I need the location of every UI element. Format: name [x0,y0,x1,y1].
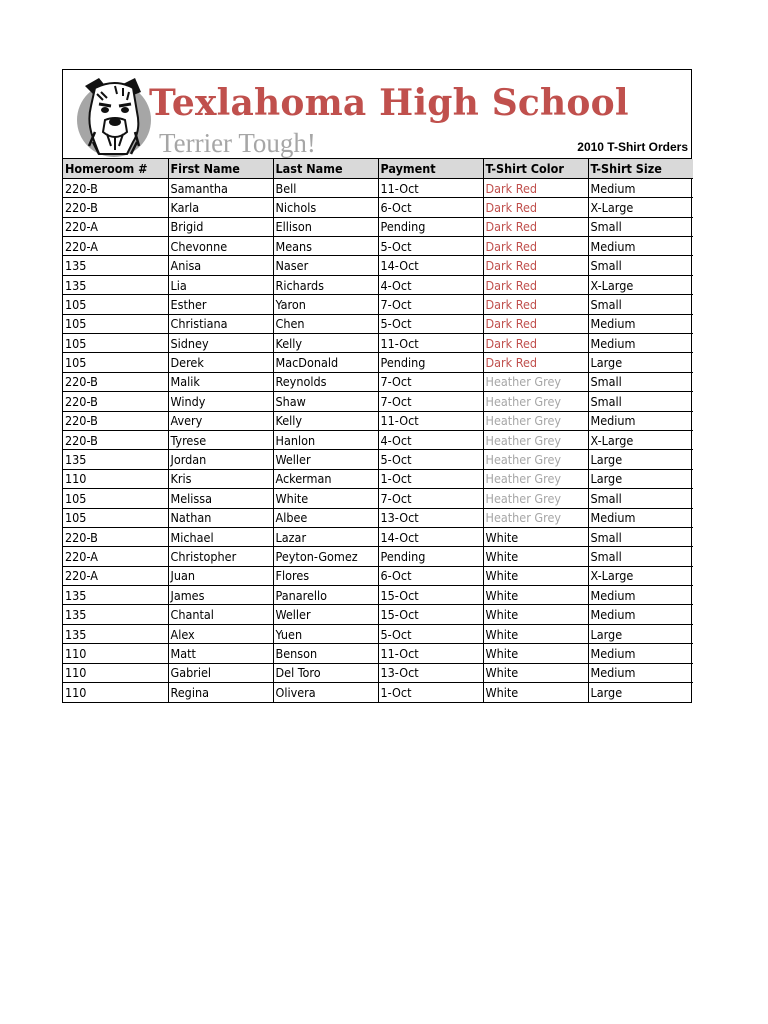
cell-first-name[interactable]: Derek [168,353,273,372]
tshirt-orders-sheet [62,69,692,703]
cell-tshirt-size[interactable]: Medium [588,334,693,353]
cell-first-name[interactable]: Chevonne [168,237,273,256]
cell-tshirt-color[interactable]: Heather Grey [483,430,588,449]
cell-last-name[interactable]: Naser [273,256,378,275]
cell-last-name[interactable]: MacDonald [273,353,378,372]
cell-payment[interactable]: 14-Oct [378,527,483,546]
cell-tshirt-size[interactable]: Small [588,295,693,314]
cell-tshirt-size[interactable]: Medium [588,178,693,197]
cell-last-name[interactable]: Bell [273,178,378,197]
cell-homeroom[interactable]: 220-B [63,411,168,430]
cell-payment[interactable]: 15-Oct [378,605,483,624]
cell-tshirt-color[interactable]: Heather Grey [483,372,588,391]
cell-payment[interactable]: 6-Oct [378,566,483,585]
table-row [63,178,693,197]
cell-tshirt-size[interactable]: Small [588,392,693,411]
orders-title: 2010 T-Shirt Orders [577,140,688,154]
table-body [63,178,693,702]
cell-homeroom[interactable]: 220-B [63,430,168,449]
cell-first-name[interactable]: Christiana [168,314,273,333]
table-row [63,275,693,294]
cell-tshirt-size[interactable]: Medium [588,644,693,663]
cell-payment[interactable]: 5-Oct [378,450,483,469]
cell-tshirt-color[interactable]: White [483,624,588,643]
cell-tshirt-size[interactable]: Small [588,372,693,391]
cell-payment[interactable]: 7-Oct [378,392,483,411]
cell-homeroom[interactable]: 105 [63,334,168,353]
column-header-payment[interactable]: Payment [378,159,483,178]
cell-tshirt-size[interactable]: Large [588,450,693,469]
cell-last-name[interactable]: Benson [273,644,378,663]
table-row [63,489,693,508]
school-name: Texlahoma High School [149,82,629,124]
cell-last-name[interactable]: Yuen [273,624,378,643]
cell-last-name[interactable]: Means [273,237,378,256]
cell-tshirt-color[interactable]: White [483,663,588,682]
cell-first-name[interactable]: Brigid [168,217,273,236]
cell-payment[interactable]: 1-Oct [378,469,483,488]
table-row [63,527,693,546]
cell-tshirt-color[interactable]: White [483,605,588,624]
cell-payment[interactable]: 11-Oct [378,334,483,353]
cell-homeroom[interactable]: 220-A [63,237,168,256]
cell-homeroom[interactable]: 105 [63,314,168,333]
cell-payment[interactable]: 6-Oct [378,198,483,217]
cell-tshirt-color[interactable]: Dark Red [483,256,588,275]
cell-homeroom[interactable]: 110 [63,663,168,682]
cell-payment[interactable]: 7-Oct [378,372,483,391]
cell-last-name[interactable]: Kelly [273,334,378,353]
column-header-homeroom[interactable]: Homeroom # [63,159,168,178]
cell-payment[interactable]: 7-Oct [378,489,483,508]
cell-last-name[interactable]: Ackerman [273,469,378,488]
cell-tshirt-color[interactable]: White [483,586,588,605]
cell-first-name[interactable]: Juan [168,566,273,585]
cell-homeroom[interactable]: 220-B [63,178,168,197]
cell-payment[interactable]: 15-Oct [378,586,483,605]
cell-last-name[interactable]: Ellison [273,217,378,236]
cell-tshirt-color[interactable]: White [483,566,588,585]
cell-payment[interactable]: 5-Oct [378,314,483,333]
cell-homeroom[interactable]: 110 [63,644,168,663]
table-row [63,624,693,643]
cell-first-name[interactable]: Chantal [168,605,273,624]
table-row [63,450,693,469]
cell-first-name[interactable]: Jordan [168,450,273,469]
cell-tshirt-color[interactable]: Dark Red [483,178,588,197]
cell-homeroom[interactable]: 135 [63,275,168,294]
cell-homeroom[interactable]: 105 [63,353,168,372]
cell-homeroom[interactable]: 135 [63,586,168,605]
cell-tshirt-size[interactable]: Small [588,547,693,566]
table-row [63,430,693,449]
table-row [63,295,693,314]
cell-payment[interactable]: Pending [378,217,483,236]
column-header-tshirt-color[interactable]: T-Shirt Color [483,159,588,178]
cell-tshirt-size[interactable]: X-Large [588,198,693,217]
cell-tshirt-size[interactable]: Small [588,489,693,508]
cell-tshirt-color[interactable]: Heather Grey [483,469,588,488]
table-row [63,586,693,605]
cell-tshirt-color[interactable]: White [483,547,588,566]
cell-last-name[interactable]: Weller [273,450,378,469]
table-row [63,508,693,527]
cell-tshirt-size[interactable]: X-Large [588,430,693,449]
cell-homeroom[interactable]: 220-A [63,566,168,585]
cell-first-name[interactable]: Samantha [168,178,273,197]
cell-payment[interactable]: 7-Oct [378,295,483,314]
table-header-row [63,159,693,178]
cell-homeroom[interactable]: 135 [63,624,168,643]
cell-tshirt-color[interactable]: White [483,644,588,663]
cell-first-name[interactable]: Avery [168,411,273,430]
cell-homeroom[interactable]: 105 [63,508,168,527]
cell-last-name[interactable]: Panarello [273,586,378,605]
cell-homeroom[interactable]: 220-A [63,547,168,566]
cell-tshirt-size[interactable]: Medium [588,411,693,430]
cell-tshirt-color[interactable]: Dark Red [483,198,588,217]
cell-tshirt-color[interactable]: Dark Red [483,334,588,353]
cell-tshirt-color[interactable]: Heather Grey [483,450,588,469]
table-row [63,372,693,391]
cell-homeroom[interactable]: 135 [63,256,168,275]
table-row [63,314,693,333]
table-row [63,566,693,585]
cell-last-name[interactable]: Lazar [273,527,378,546]
cell-payment[interactable]: 14-Oct [378,256,483,275]
cell-first-name[interactable]: Matt [168,644,273,663]
cell-homeroom[interactable]: 105 [63,489,168,508]
table-row [63,392,693,411]
cell-tshirt-color[interactable]: Dark Red [483,314,588,333]
cell-tshirt-color[interactable]: Dark Red [483,217,588,236]
cell-first-name[interactable]: Malik [168,372,273,391]
cell-first-name[interactable]: Kris [168,469,273,488]
cell-tshirt-size[interactable]: Large [588,353,693,372]
cell-tshirt-color[interactable]: Heather Grey [483,508,588,527]
table-row [63,547,693,566]
cell-tshirt-color[interactable]: Dark Red [483,353,588,372]
cell-tshirt-size[interactable]: Large [588,469,693,488]
cell-tshirt-size[interactable]: Medium [588,508,693,527]
cell-payment[interactable]: 11-Oct [378,644,483,663]
cell-payment[interactable]: 4-Oct [378,275,483,294]
cell-first-name[interactable]: Esther [168,295,273,314]
cell-last-name[interactable]: Kelly [273,411,378,430]
cell-first-name[interactable]: James [168,586,273,605]
cell-tshirt-color[interactable]: Dark Red [483,237,588,256]
cell-tshirt-size[interactable]: Medium [588,586,693,605]
cell-tshirt-size[interactable]: Medium [588,237,693,256]
cell-last-name[interactable]: Chen [273,314,378,333]
cell-first-name[interactable]: Anisa [168,256,273,275]
cell-tshirt-size[interactable]: Large [588,624,693,643]
cell-homeroom[interactable]: 135 [63,450,168,469]
table-row [63,353,693,372]
cell-first-name[interactable]: Regina [168,683,273,702]
cell-last-name[interactable]: Richards [273,275,378,294]
cell-first-name[interactable]: Christopher [168,547,273,566]
cell-first-name[interactable]: Windy [168,392,273,411]
table-row [63,644,693,663]
cell-homeroom[interactable]: 220-B [63,527,168,546]
cell-homeroom[interactable]: 220-B [63,392,168,411]
cell-first-name[interactable]: Karla [168,198,273,217]
cell-last-name[interactable]: Nichols [273,198,378,217]
cell-tshirt-color[interactable]: Heather Grey [483,411,588,430]
cell-first-name[interactable]: Melissa [168,489,273,508]
cell-tshirt-color[interactable]: White [483,683,588,702]
terrier-dog-logo-icon [71,72,157,158]
cell-first-name[interactable]: Lia [168,275,273,294]
cell-first-name[interactable]: Sidney [168,334,273,353]
cell-last-name[interactable]: Hanlon [273,430,378,449]
cell-tshirt-size[interactable]: X-Large [588,275,693,294]
cell-payment[interactable]: Pending [378,353,483,372]
cell-tshirt-color[interactable]: Dark Red [483,295,588,314]
table-row [63,217,693,236]
cell-payment[interactable]: Pending [378,547,483,566]
cell-last-name[interactable]: Del Toro [273,663,378,682]
cell-homeroom[interactable]: 110 [63,469,168,488]
cell-tshirt-color[interactable]: Dark Red [483,275,588,294]
table-row [63,198,693,217]
cell-tshirt-size[interactable]: Large [590,684,623,700]
orders-table [63,159,693,702]
cell-tshirt-color[interactable]: White [483,527,588,546]
cell-tshirt-color[interactable]: Heather Grey [483,489,588,508]
cell-last-name[interactable]: White [273,489,378,508]
cell-last-name[interactable]: Olivera [273,683,378,702]
cell-payment[interactable]: 5-Oct [378,624,483,643]
cell-homeroom[interactable]: 135 [63,605,168,624]
cell-first-name[interactable]: Tyrese [168,430,273,449]
cell-homeroom[interactable]: 105 [63,295,168,314]
cell-payment[interactable]: 1-Oct [378,683,483,702]
table-row [63,334,693,353]
cell-first-name[interactable]: Gabriel [168,663,273,682]
cell-last-name[interactable]: Albee [273,508,378,527]
table-row [63,663,693,682]
cell-homeroom[interactable]: 220-B [63,198,168,217]
cell-tshirt-size[interactable]: Small [588,527,693,546]
cell-payment[interactable]: 5-Oct [378,237,483,256]
banner [63,70,691,159]
cell-homeroom[interactable]: 220-B [63,372,168,391]
cell-tshirt-size[interactable]: Medium [588,605,693,624]
cell-first-name[interactable]: Michael [168,527,273,546]
table-row [63,605,693,624]
cell-tshirt-size[interactable]: Medium [588,314,693,333]
cell-homeroom[interactable]: 220-A [63,217,168,236]
cell-last-name[interactable]: Flores [273,566,378,585]
table-row [63,469,693,488]
cell-tshirt-color[interactable]: Heather Grey [483,392,588,411]
cell-first-name[interactable]: Nathan [168,508,273,527]
cell-last-name[interactable]: Peyton-Gomez [273,547,378,566]
column-header-first-name[interactable]: First Name [168,159,273,178]
table-row [63,237,693,256]
cell-homeroom[interactable]: 110 [63,683,168,702]
cell-payment[interactable]: 13-Oct [378,663,483,682]
column-header-last-name[interactable]: Last Name [273,159,378,178]
cell-last-name[interactable]: Yaron [273,295,378,314]
school-tagline: Terrier Tough! [159,128,316,158]
cell-payment[interactable]: 4-Oct [378,430,483,449]
cell-tshirt-size[interactable]: Small [588,217,693,236]
cell-tshirt-size[interactable]: X-Large [588,566,693,585]
table-row [63,411,693,430]
cell-last-name[interactable]: Reynolds [273,372,378,391]
cell-first-name[interactable]: Alex [168,624,273,643]
cell-payment[interactable]: 11-Oct [378,178,483,197]
cell-tshirt-size[interactable]: Small [588,256,693,275]
table-row [63,256,693,275]
cell-last-name[interactable]: Weller [273,605,378,624]
cell-payment[interactable]: 11-Oct [378,411,483,430]
column-header-tshirt-size[interactable]: T-Shirt Size [588,159,693,178]
cell-last-name[interactable]: Shaw [273,392,378,411]
cell-payment[interactable]: 13-Oct [378,508,483,527]
cell-tshirt-size[interactable]: Medium [588,663,693,682]
table-row [63,683,693,702]
